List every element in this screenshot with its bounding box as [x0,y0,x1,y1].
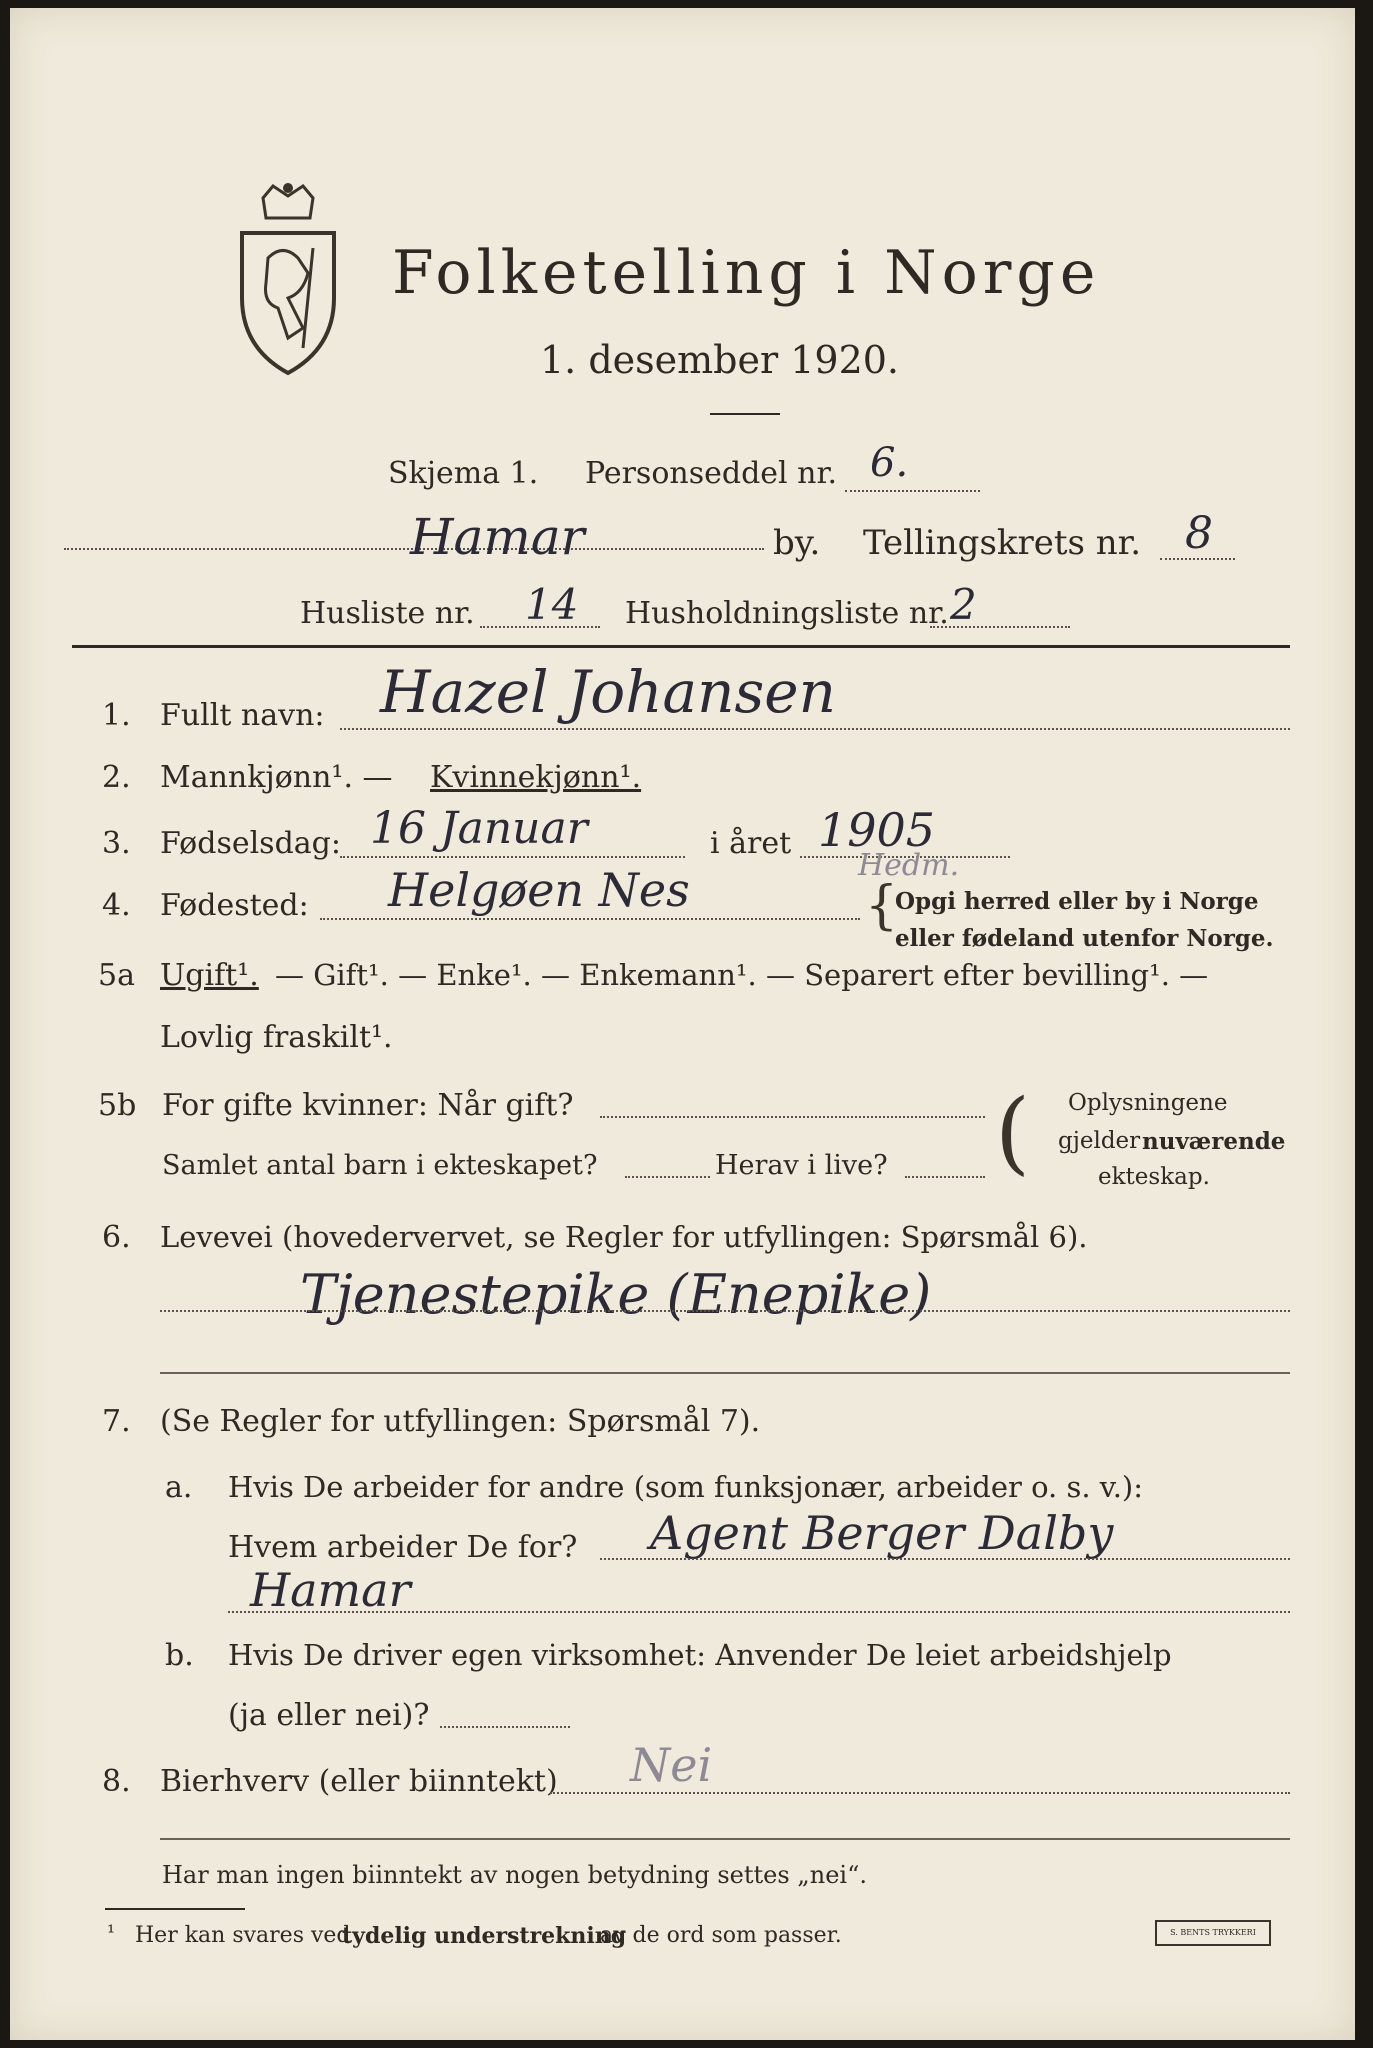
q5b-note-line1: Oplysningene [1068,1090,1228,1116]
q3-number: 3. [102,826,131,861]
q3-year-value: 1905 [818,803,936,857]
q5a-options: — Gift¹. — Enke¹. — Enkemann¹. — Separert efter bevilling¹. — [275,958,1209,992]
footnote-part-a: Her kan svares ved [135,1923,351,1948]
q5a-ugift: Ugift¹. [160,958,259,993]
q6-number: 6. [102,1220,131,1255]
header-divider [72,645,1290,648]
q5b-live-label: Herav i live? [715,1150,888,1181]
q4-brace: { [865,876,899,936]
q4-value: Helgøen Nes [388,863,690,917]
q6-value: Tjenestepike (Enepike) [300,1263,932,1326]
husliste-label: Husliste nr. [300,596,475,631]
q1-number: 1. [102,698,131,733]
q5a-line2: Lovlig fraskilt¹. [160,1020,393,1055]
q4-value-note: Hedm. [858,848,960,883]
q7b-question: (ja eller nei)? [228,1698,430,1733]
form-date: 1. desember 1920. [540,338,900,382]
q2-label-female: Kvinnekjønn¹. [430,760,642,795]
q7-number: 7. [102,1404,131,1439]
q3-value: 16 Januar [370,803,588,854]
footer-note: Har man ingen biinntekt av nogen betydning settes „nei“. [162,1861,867,1889]
q2-number: 2. [102,760,131,795]
personseddel-label: Personseddel nr. [585,456,838,491]
personseddel-value: 6. [870,440,909,486]
tellingskrets-label: Tellingskrets nr. [863,523,1142,563]
q7a-value2: Hamar [250,1563,411,1617]
q5b-barn-label: Samlet antal barn i ekteskapet? [162,1150,598,1181]
q5b-note-line2b: nuværende [1142,1128,1286,1155]
footnote-part-b: tydelig understrekning [342,1923,627,1949]
q5a-number: 5a [98,958,135,993]
q4-number: 4. [102,888,131,923]
q5b-label: For gifte kvinner: Når gift? [162,1088,574,1123]
q4-note-line2: eller fødeland utenfor Norge. [895,925,1274,952]
census-form [10,8,1355,2040]
q8-label: Bierhverv (eller biinntekt) [160,1764,558,1799]
q8-value: Nei [630,1738,713,1792]
tellingskrets-value: 8 [1185,508,1213,559]
q3-year-label: i året [710,826,792,861]
q7a-number: a. [165,1470,193,1505]
husliste-value: 14 [525,580,579,629]
q5b-brace: ( [995,1080,1031,1185]
printer-stamp: S. BENTS TRYKKERI [1155,1920,1271,1946]
form-title: Folketelling i Norge [392,238,1101,308]
q7a-question: Hvem arbeider De for? [228,1530,578,1565]
q7a-value: Agent Berger Dalby [650,1506,1114,1560]
q6-label: Levevei (hovedervervet, se Regler for utfyllingen: Spørsmål 6). [160,1220,1088,1254]
q1-value: Hazel Johansen [380,658,836,726]
q3-label: Fødselsdag: [160,826,341,861]
q5b-note-line2a: gjelder [1058,1128,1141,1154]
footnote-part-c: av de ord som passer. [600,1923,842,1948]
q4-note-line1: Opgi herred eller by i Norge [895,888,1259,915]
city-value: Hamar [410,508,585,566]
coat-of-arms-icon [228,178,348,378]
footnote-mark: ¹ [107,1920,116,1944]
q1-label: Fullt navn: [160,698,325,733]
q7b-number: b. [165,1638,194,1673]
q7b-label: Hvis De driver egen virksomhet: Anvender De leiet arbeidshjelp [228,1638,1172,1672]
husholdning-value: 2 [950,580,977,629]
q5b-number: 5b [98,1088,137,1123]
q8-number: 8. [102,1764,131,1799]
husholdning-label: Husholdningsliste nr. [625,596,949,631]
q7a-label: Hvis De arbeider for andre (som funksjonær, arbeider o. s. v.): [228,1470,1144,1504]
q4-label: Fødested: [160,888,309,923]
q5b-note-line3: ekteskap. [1098,1164,1210,1190]
title-divider [710,413,780,415]
q7-label: (Se Regler for utfyllingen: Spørsmål 7). [160,1404,761,1439]
q2-label-male: Mannkjønn¹. — [160,760,393,795]
skjema-label: Skjema 1. [388,456,539,491]
by-label: by. [773,523,821,563]
